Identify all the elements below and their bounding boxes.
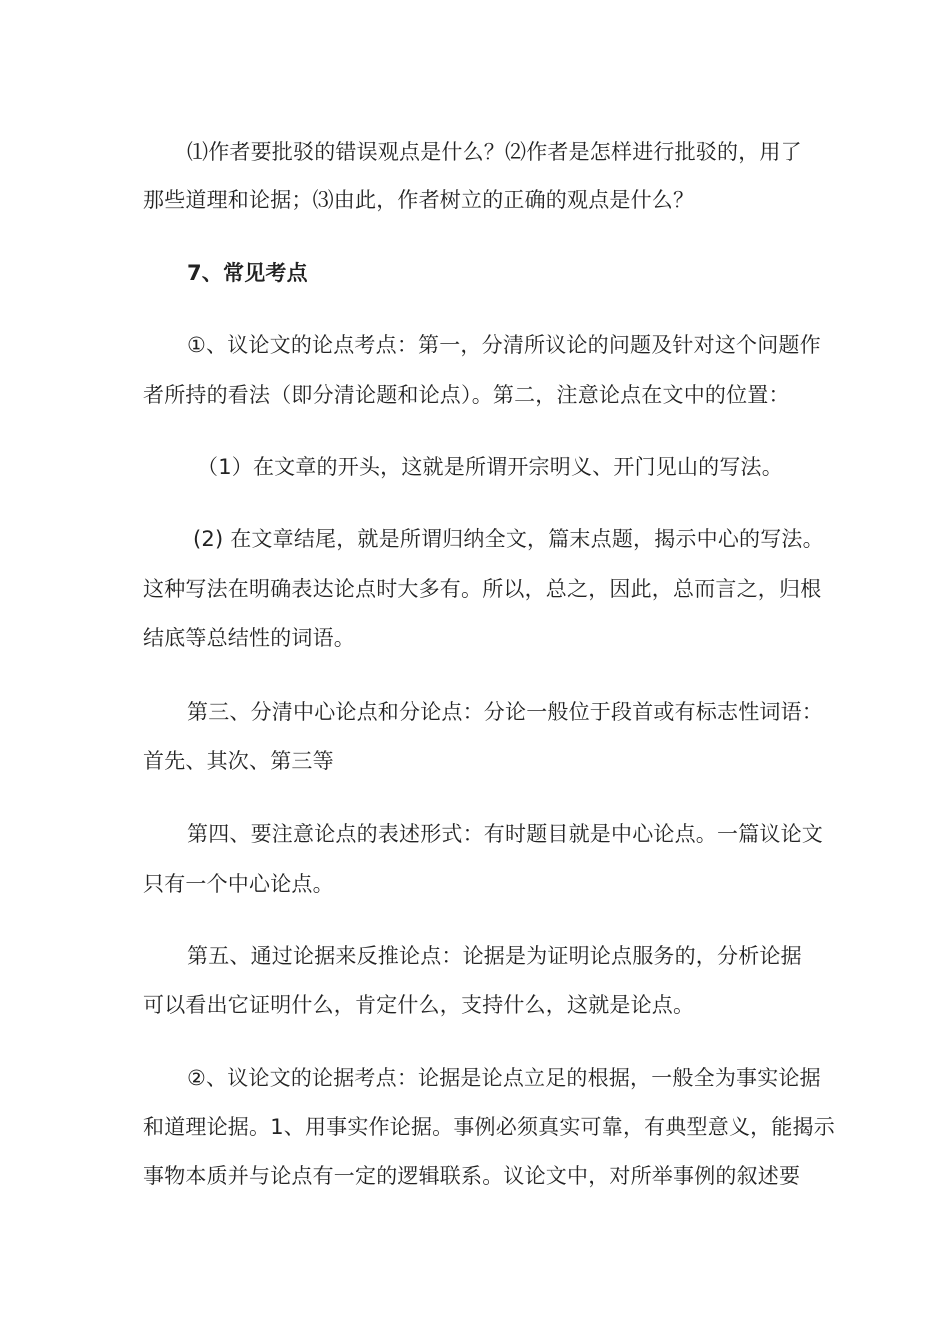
paragraph-line: (2) 在文章结尾，就是所谓归纳全文，篇末点题，揭示中心的写法。 (193, 527, 824, 551)
paragraph-line: （1）在文章的开头，这就是所谓开宗明义、开门见山的写法。 (197, 455, 783, 479)
paragraph-line: ①、议论文的论点考点：第一，分清所议论的问题及针对这个问题作 (187, 333, 821, 357)
paragraph-line: 可以看出它证明什么，肯定什么，支持什么，这就是论点。 (143, 993, 695, 1017)
paragraph-line: 事物本质并与论点有一定的逻辑联系。议论文中，对所举事例的叙述要 (143, 1164, 801, 1188)
paragraph-line: 那些道理和论据；⑶由此，作者树立的正确的观点是什么？ (143, 188, 695, 212)
paragraph-line: 和道理论据。1、用事实作论据。事例必须真实可靠，有典型意义，能揭示 (143, 1115, 835, 1139)
paragraph-line: 第四、要注意论点的表述形式：有时题目就是中心论点。一篇议论文 (187, 822, 823, 846)
paragraph-line: ⑴作者要批驳的错误观点是什么？⑵作者是怎样进行批驳的，用了 (187, 140, 802, 164)
section-heading: 7、常见考点 (187, 261, 308, 285)
paragraph-line: 首先、其次、第三等 (143, 749, 334, 773)
paragraph-line: ②、议论文的论据考点：论据是论点立足的根据，一般全为事实论据 (187, 1066, 821, 1090)
paragraph-line: 这种写法在明确表达论点时大多有。所以，总之，因此，总而言之，归根 (143, 577, 822, 601)
paragraph-line: 只有一个中心论点。 (143, 872, 334, 896)
paragraph-line: 第三、分清中心论点和分论点：分论一般位于段首或有标志性词语： (187, 700, 823, 724)
paragraph-line: 者所持的看法（即分清论题和论点）。第二，注意论点在文中的位置： (143, 383, 790, 407)
paragraph-line: 第五、通过论据来反推论点：论据是为证明论点服务的，分析论据 (187, 944, 802, 968)
paragraph-line: 结底等总结性的词语。 (143, 626, 355, 650)
